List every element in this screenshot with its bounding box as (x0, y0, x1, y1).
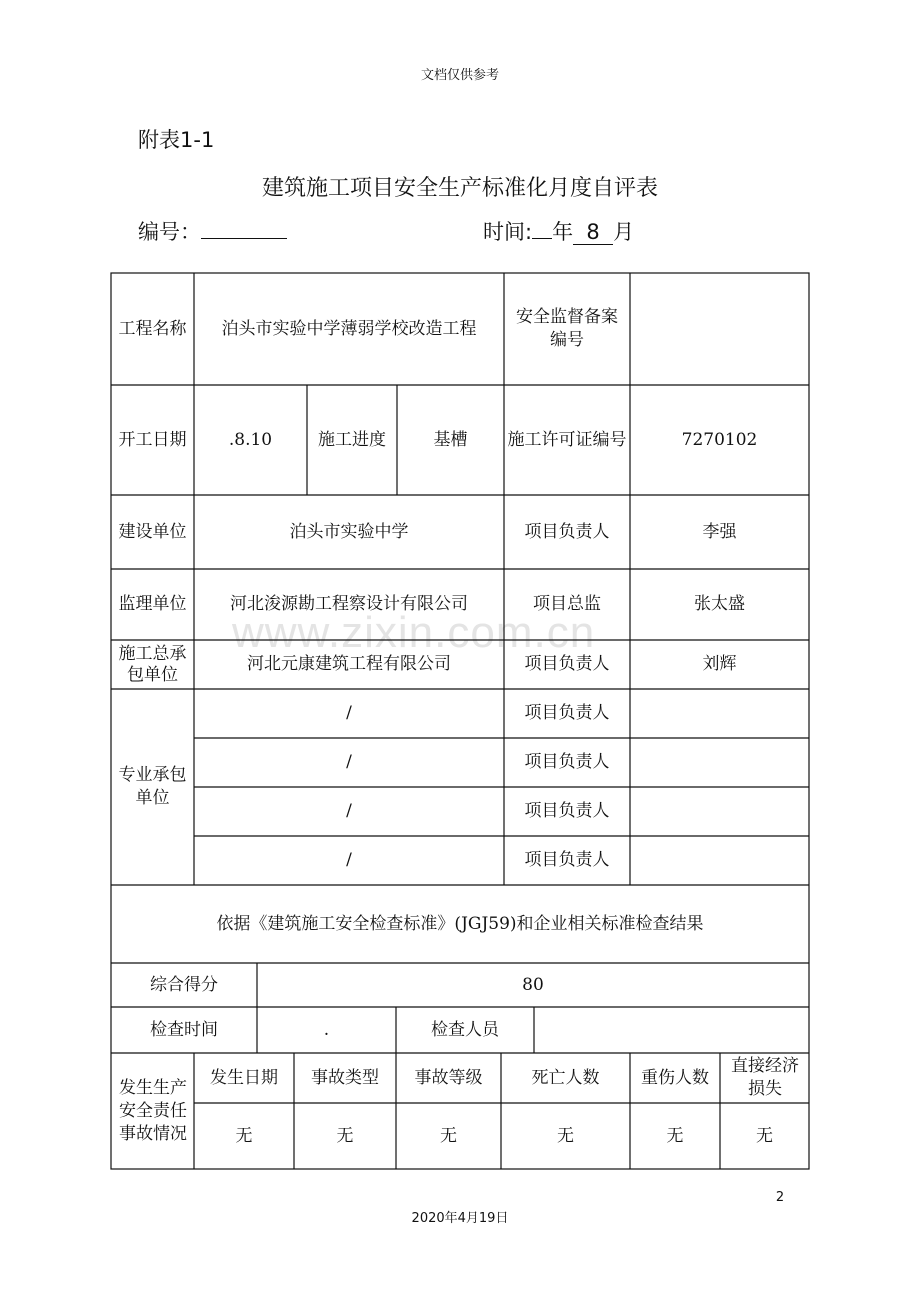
supervisor-value: 河北浚源勘工程察设计有限公司 (230, 594, 468, 614)
sub-person-label: 项目负责人 (524, 801, 610, 821)
month-unit: 月 (613, 220, 635, 244)
inspector-value (534, 1007, 809, 1053)
owner-person-value: 李强 (702, 521, 737, 542)
supervision-record-label: 安全监督备案编号 (516, 307, 618, 350)
sub-unit: / (346, 801, 352, 821)
accident-header-type: 事故类型 (311, 1067, 379, 1088)
sub-unit: / (346, 850, 352, 870)
gc-value: 河北元康建筑工程有限公司 (247, 654, 451, 674)
start-date-label: 开工日期 (118, 429, 187, 450)
gc-label: 施工总承包单位 (118, 643, 187, 685)
chief-value: 张太盛 (694, 594, 745, 614)
progress-label: 施工进度 (318, 429, 386, 450)
sub-unit: / (346, 752, 352, 772)
watermark: www.zixin.com.cn (232, 608, 596, 657)
page-number: 2 (775, 1190, 785, 1205)
sub-person-label: 项目负责人 (524, 752, 610, 772)
accident-value-injuries: 无 (666, 1125, 684, 1146)
owner-label: 建设单位 (118, 521, 187, 542)
attachment-label: 附表1-1 (138, 128, 215, 152)
header-note: 文档仅供参考 (420, 68, 499, 83)
sub-label: 专业承包单位 (118, 765, 187, 808)
permit-value: 7270102 (681, 429, 758, 450)
month-value: 8 (573, 220, 613, 245)
sub-unit: / (346, 703, 352, 723)
time-label: 时间: (483, 220, 533, 244)
accident-value-type: 无 (336, 1125, 354, 1146)
accident-value-date: 无 (235, 1125, 253, 1146)
permit-label: 施工许可证编号 (507, 429, 627, 450)
sub-person-value (630, 787, 809, 836)
basis-text: 依据《建筑施工安全检查标准》(JGJ59)和企业相关标准检查结果 (216, 913, 704, 934)
sub-person-label: 项目负责人 (524, 703, 610, 723)
check-time-label: 检查时间 (150, 1019, 218, 1040)
inspector-label: 检查人员 (431, 1019, 499, 1040)
gc-person-label: 项目负责人 (524, 654, 610, 674)
accident-header-level: 事故等级 (414, 1067, 483, 1088)
accident-value-level: 无 (440, 1125, 457, 1146)
year-unit: 年 (552, 220, 574, 244)
accident-header-deaths: 死亡人数 (531, 1067, 600, 1088)
footer-date: 2020年4月19日 (411, 1211, 509, 1226)
accident-value-deaths: 无 (557, 1125, 574, 1146)
start-date-value: .8.10 (228, 429, 273, 450)
score-value: 80 (522, 974, 544, 995)
accident-header-injuries: 重伤人数 (641, 1067, 709, 1088)
accident-label: 发生生产安全责任事故情况 (119, 1077, 187, 1144)
supervision-record-value (630, 273, 809, 385)
sub-person-value (630, 738, 809, 787)
accident-header-loss: 直接经济损失 (731, 1056, 799, 1099)
progress-value: 基槽 (433, 429, 468, 450)
owner-value: 泊头市实验中学 (289, 521, 409, 542)
supervisor-label: 监理单位 (118, 594, 187, 614)
page-title: 建筑施工项目安全生产标准化月度自评表 (261, 176, 658, 201)
project-name-value: 泊头市实验中学薄弱学校改造工程 (221, 318, 477, 339)
check-time-value: . (323, 1019, 330, 1040)
sub-person-value (630, 836, 809, 885)
chief-label: 项目总监 (533, 594, 601, 614)
owner-person-label: 项目负责人 (524, 521, 610, 542)
sub-person-label: 项目负责人 (524, 850, 610, 870)
number-label: 编号： (138, 220, 201, 244)
gc-person-value: 刘辉 (702, 654, 737, 674)
project-name-label: 工程名称 (118, 318, 187, 339)
accident-header-date: 发生日期 (210, 1067, 278, 1088)
accident-value-loss: 无 (756, 1125, 773, 1146)
sub-person-value (630, 689, 809, 738)
score-label: 综合得分 (150, 974, 218, 995)
